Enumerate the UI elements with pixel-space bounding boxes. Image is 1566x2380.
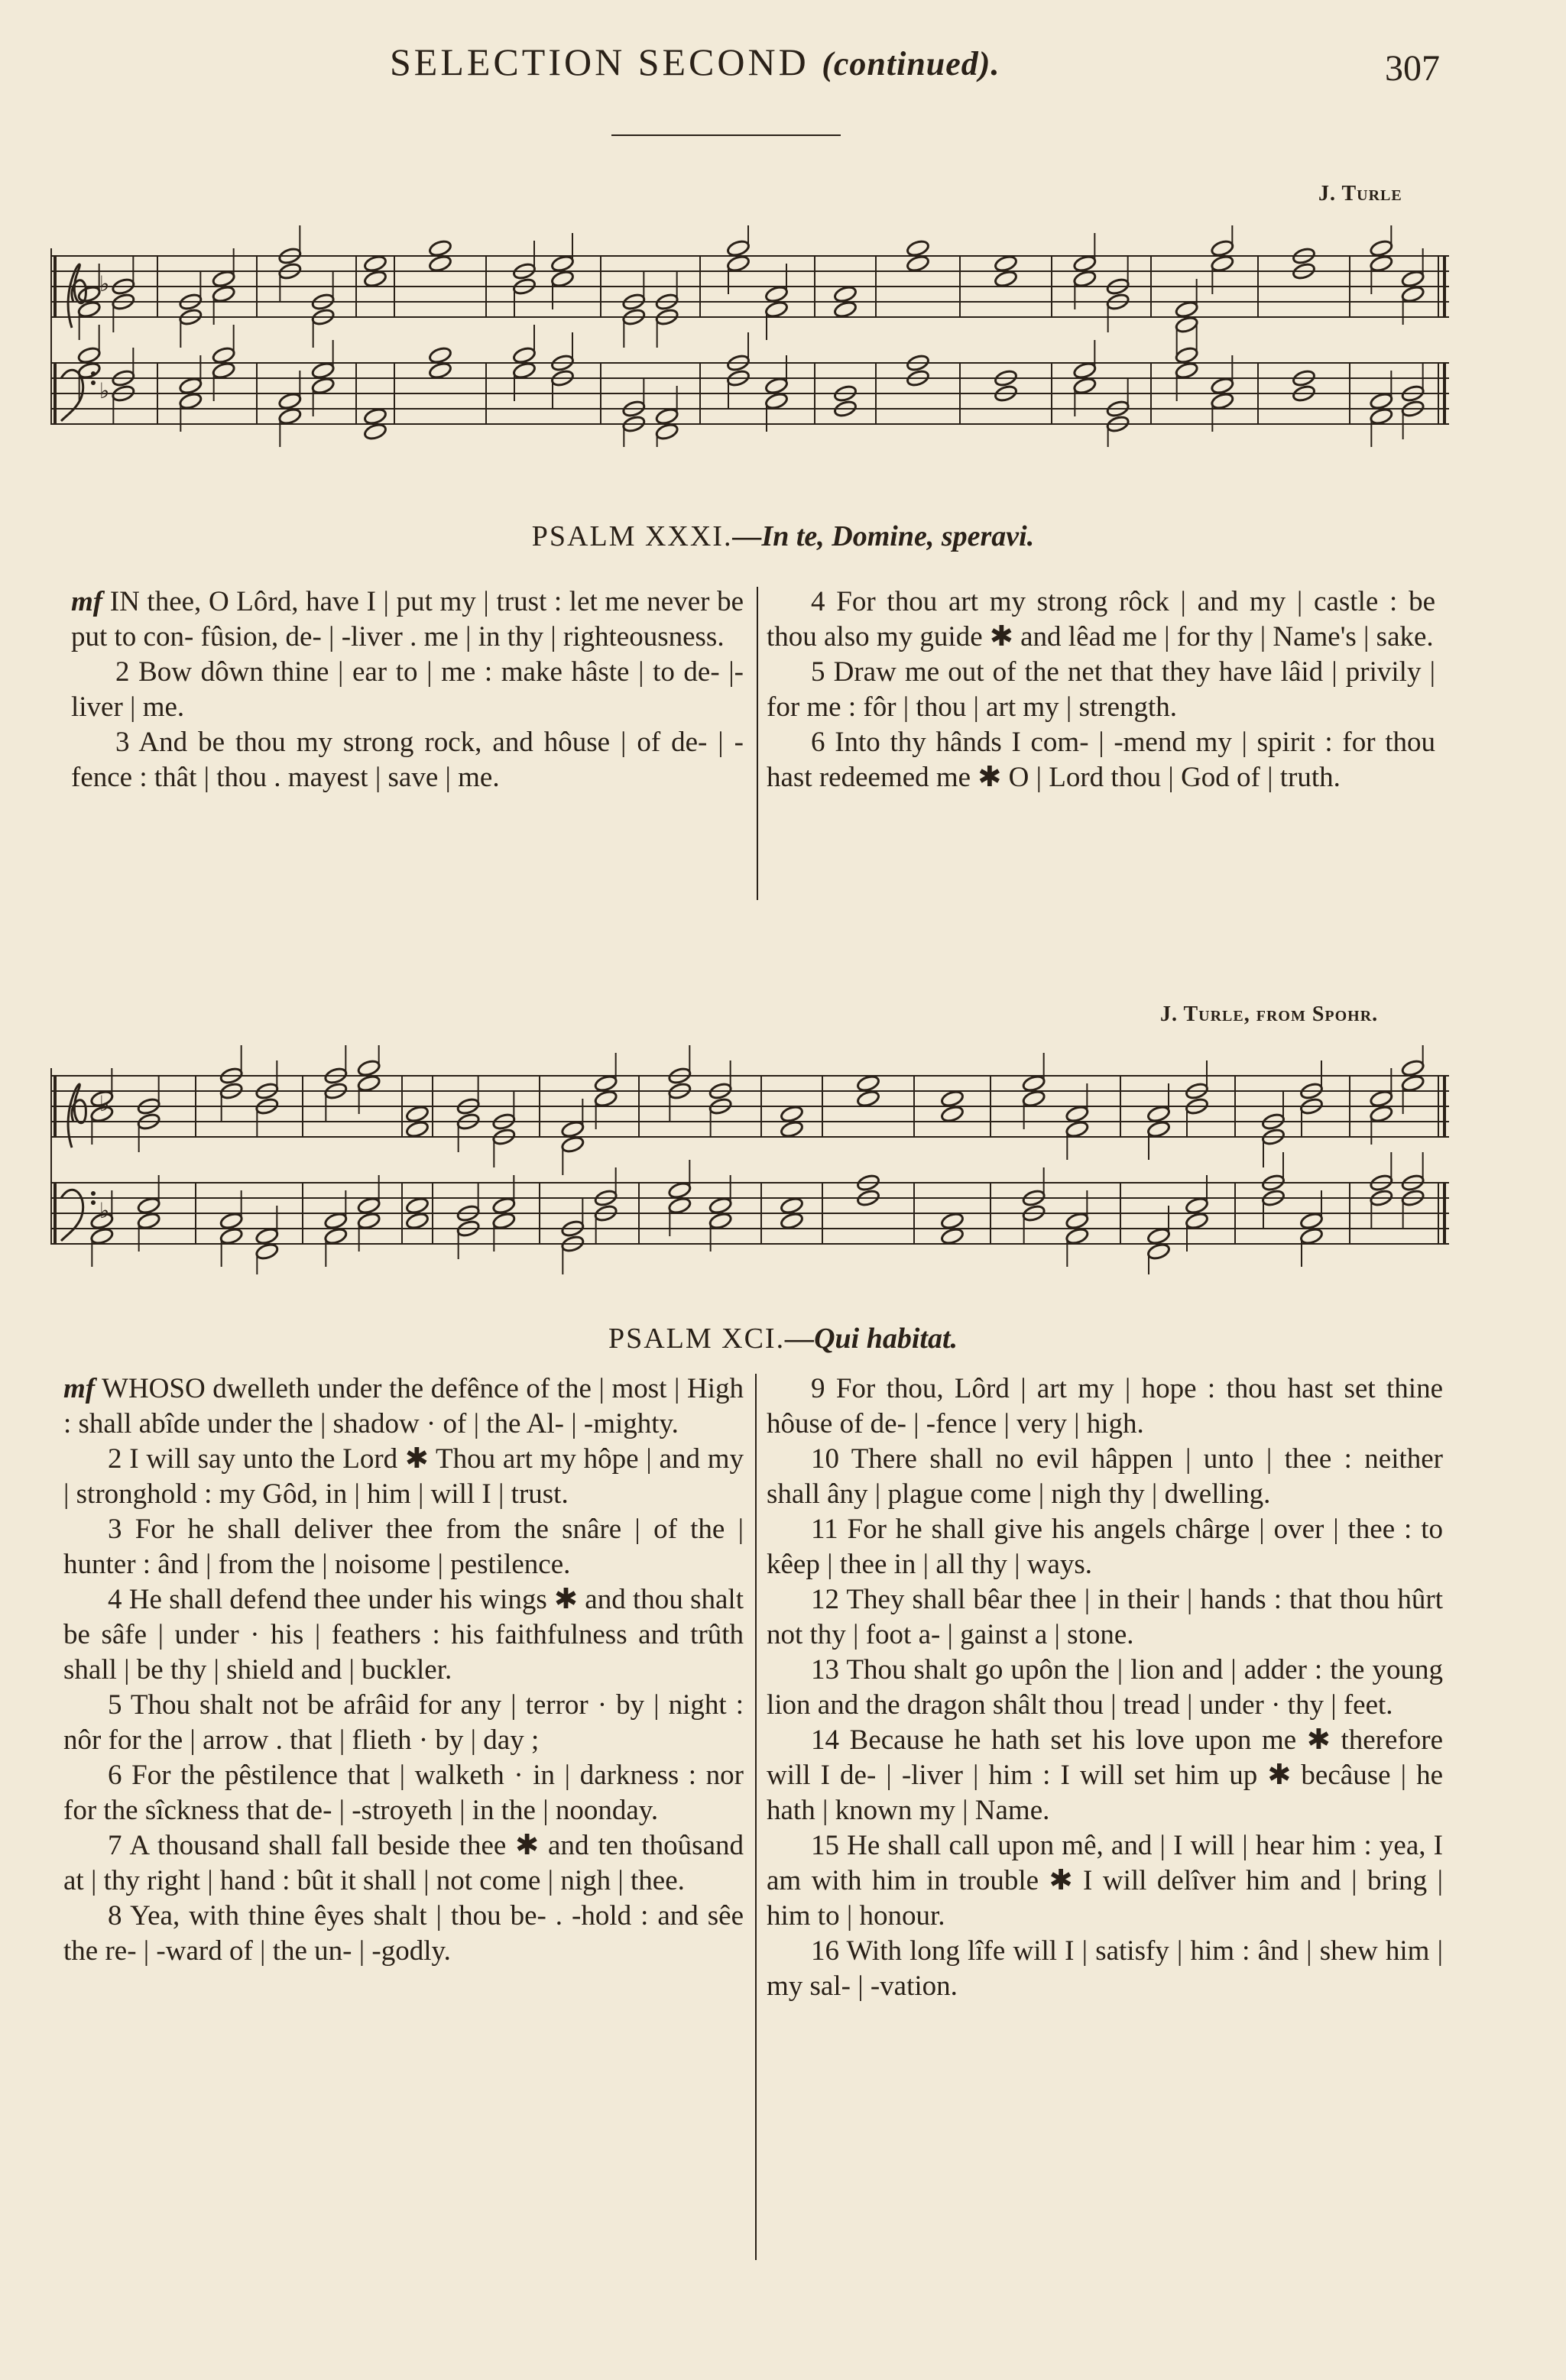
psalm91-verse-14: 14 Because he hath set his love upon me ✱ therefore will I de- | -liver | him : I will set him up ✱ becâuse | he hath | known my | Name. — [767, 1724, 1443, 1826]
note-head — [405, 1212, 430, 1231]
psalm91-verse-4: 4 He shall defend thee under his wings ✱ and thou shalt be sâfe | under · his | feathers : his faithfulness and trûth shall | be thy | shield and | buckler. — [63, 1584, 744, 1685]
note-head — [655, 423, 679, 442]
psalm31-verse-4: 4 For thou art my strong rôck | and my | castle : be thou also my guide ✱ and lêad me | for thy | Name's | sake. — [767, 586, 1435, 652]
note-head — [1210, 239, 1234, 258]
note-head — [1175, 346, 1199, 365]
note-head — [764, 377, 789, 396]
note-head — [89, 1227, 114, 1246]
note-head — [357, 1212, 381, 1231]
note-head — [764, 300, 789, 319]
note-head — [212, 270, 236, 289]
note-head — [1369, 254, 1393, 274]
note-head — [212, 346, 236, 365]
running-title-continued: (continued). — [822, 45, 1000, 83]
flat-icon: ♭ — [99, 271, 110, 296]
note-head — [726, 254, 751, 274]
note-head — [940, 1212, 965, 1231]
psalm91-verse-5: 5 Thou shalt not be afrâid for any | terror · by | night : nôr for the | arrow . that | flieth · by | day ; — [63, 1689, 744, 1756]
note-head — [1401, 285, 1425, 304]
note-head — [363, 254, 387, 274]
note-head — [212, 361, 236, 380]
note-head — [764, 285, 789, 304]
psalm31-right-column — [767, 584, 1435, 795]
note-head — [137, 1196, 161, 1216]
note-head — [560, 1135, 585, 1154]
note-head — [594, 1090, 618, 1109]
chant2-composer: J. Turle, from Spohr. — [1160, 1002, 1379, 1026]
psalm91-incipit: —Qui habitat. — [785, 1323, 958, 1355]
note-head — [1072, 377, 1097, 396]
psalm91-title — [0, 1322, 1566, 1355]
note-head — [1065, 1105, 1089, 1124]
note-head — [1065, 1120, 1089, 1139]
note-head — [1065, 1212, 1089, 1231]
psalm91-right-column — [767, 1371, 1443, 2004]
note-head — [428, 346, 452, 365]
note-head — [1022, 1090, 1046, 1109]
chant1-score — [50, 225, 1449, 447]
note-head — [357, 1059, 381, 1078]
psalm31-verse-3: 3 And be thou my strong rock, and hôuse | of de- | -fence : thât | thou . mayest | save | me. — [71, 727, 744, 793]
psalm31-incipit: —In te, Domine, speravi. — [732, 520, 1035, 552]
psalm91-verse-6: 6 For the pêstilence that | walketh · in | darkness : nor for the sîckness that de- | -stroyeth | in the | noonday. — [63, 1760, 744, 1826]
note-head — [311, 361, 336, 380]
note-head — [178, 377, 203, 396]
note-head — [667, 1196, 692, 1216]
note-head — [1185, 1196, 1209, 1216]
psalm31-verse-6: 6 Into thy hânds I com- | -mend my | spirit : for thou hast redeemed me ✱ O | Lord thou | God of | truth. — [767, 727, 1435, 793]
note-head — [856, 1074, 880, 1093]
note-head — [77, 346, 102, 365]
psalm91-verse-1: WHOSO dwelleth under the defênce of the | most | High : shall abîde under the | shadow · of | the Al- | -mighty. — [63, 1373, 744, 1439]
psalm91-verse-16: 16 With long lîfe will I | satisfy | him : ând | shew him | my sal- | -vation. — [767, 1935, 1443, 2002]
note-head — [1065, 1227, 1089, 1246]
note-head — [1369, 407, 1393, 426]
psalm91-verse-13: 13 Thou shalt go upôn the | lion and | adder : the young lion and the dragon shâlt thou | tread | under · thy | feet. — [767, 1654, 1443, 1721]
flat-icon: ♭ — [99, 378, 110, 403]
note-head — [1369, 1105, 1393, 1124]
note-head — [255, 1242, 279, 1261]
note-head — [708, 1212, 733, 1231]
note-head — [428, 361, 452, 380]
note-head — [906, 239, 930, 258]
note-head — [994, 270, 1018, 289]
note-head — [219, 1227, 244, 1246]
note-head — [726, 239, 751, 258]
psalm91-verse-2: 2 I will say unto the Lord ✱ Thou art my hôpe | and my | stronghold : my Gôd, in | him | will I | trust. — [63, 1443, 744, 1510]
note-head — [1146, 1120, 1171, 1139]
psalm31-left-column — [71, 584, 744, 795]
note-head — [491, 1212, 516, 1231]
note-head — [1369, 1090, 1393, 1109]
note-head — [994, 254, 1018, 274]
note-head — [764, 392, 789, 411]
bass-clef-dot — [91, 380, 96, 385]
note-head — [560, 1120, 585, 1139]
note-head — [212, 285, 236, 304]
note-head — [833, 285, 858, 304]
note-head — [667, 1181, 692, 1200]
note-head — [780, 1196, 804, 1216]
note-head — [405, 1105, 430, 1124]
psalm91-verse-15: 15 He shall call upon mê, and | I will | hear him : yea, I am with him in trouble ✱ I will delîver him and | bring | him to | honour. — [767, 1830, 1443, 1932]
treble-clef-icon — [68, 1084, 86, 1148]
psalm91-verse-12: 12 They shall bêar thee | in their | hands : that thou hûrt not thy | foot a- | gainst a | stone. — [767, 1584, 1443, 1650]
note-head — [77, 361, 102, 380]
note-head — [856, 1090, 880, 1109]
note-head — [1146, 1105, 1171, 1124]
psalm31-number: PSALM XXXI. — [531, 520, 733, 552]
note-head — [594, 1074, 618, 1093]
note-head — [1175, 300, 1199, 319]
psalm91-number: PSALM XCI. — [608, 1323, 786, 1355]
note-head — [1146, 1227, 1171, 1246]
note-head — [1210, 254, 1234, 274]
note-head — [219, 1212, 244, 1231]
note-head — [780, 1120, 804, 1139]
note-head — [311, 377, 336, 396]
note-head — [1175, 316, 1199, 335]
note-head — [655, 407, 679, 426]
note-head — [906, 254, 930, 274]
note-head — [708, 1196, 733, 1216]
note-head — [833, 300, 858, 319]
note-head — [1299, 1212, 1324, 1231]
flat-icon: ♭ — [99, 1198, 110, 1223]
note-head — [178, 392, 203, 411]
note-head — [255, 1227, 279, 1246]
psalm31-dynamic: mf — [71, 586, 103, 617]
note-head — [1022, 1074, 1046, 1093]
note-head — [428, 254, 452, 274]
running-title — [390, 40, 1000, 84]
note-head — [405, 1196, 430, 1216]
psalm91-verse-11: 11 For he shall give his angels chârge | over | thee : to kêep | thee in | all thy | ways. — [767, 1514, 1443, 1580]
note-head — [77, 285, 102, 304]
psalm91-verse-7: 7 A thousand shall fall beside thee ✱ and ten thoûsand at | thy right | hand : bût it shall | not come | nigh | thee. — [63, 1830, 744, 1896]
note-head — [550, 254, 575, 274]
note-head — [780, 1105, 804, 1124]
treble-clef-icon — [68, 264, 86, 328]
note-head — [940, 1105, 965, 1124]
bass-clef-dot — [91, 1191, 96, 1196]
note-head — [277, 392, 302, 411]
note-head — [1146, 1242, 1171, 1261]
flat-icon: ♭ — [99, 1091, 110, 1116]
note-head — [1210, 377, 1234, 396]
psalm91-verse-8: 8 Yea, with thine êyes shalt | thou be- . -hold : and sêe the re- | -ward of | the un- | -godly. — [63, 1900, 744, 1967]
note-head — [357, 1196, 381, 1216]
note-head — [363, 270, 387, 289]
note-head — [1072, 254, 1097, 274]
note-head — [940, 1090, 965, 1109]
note-head — [512, 346, 537, 365]
note-head — [1185, 1212, 1209, 1231]
note-head — [512, 361, 537, 380]
page-number: 307 — [1385, 48, 1440, 89]
running-title-main: SELECTION SECOND — [390, 40, 809, 83]
note-head — [780, 1212, 804, 1231]
psalm31-column-divider — [757, 587, 758, 900]
psalm91-left-column — [63, 1371, 744, 1969]
chant2-score — [50, 1045, 1449, 1274]
note-head — [1369, 392, 1393, 411]
psalm31-verse-1: IN thee, O Lôrd, have I | put my | trust : let me never be put to con- fûsion, de- | -liver . me | in thy | righteousness. — [71, 586, 744, 652]
note-head — [323, 1227, 348, 1246]
note-head — [428, 239, 452, 258]
note-head — [1072, 361, 1097, 380]
psalm91-column-divider — [755, 1374, 757, 2260]
chant1-composer: J. Turle — [1318, 182, 1402, 206]
psalm91-verse-3: 3 For he shall deliver thee from the snâre | of the | hunter : ând | from the | noisome | pestilence. — [63, 1514, 744, 1580]
note-head — [1401, 270, 1425, 289]
note-head — [1072, 270, 1097, 289]
note-head — [137, 1212, 161, 1231]
note-head — [1401, 1074, 1425, 1093]
psalm91-verse-9: 9 For thou, Lôrd | art my | hope : thou hast set thine hôuse of de- | -fence | very | high. — [767, 1373, 1443, 1439]
note-head — [1175, 361, 1199, 380]
note-head — [405, 1120, 430, 1139]
psalm91-verse-10: 10 There shall no evil hâppen | unto | thee : neither shall âny | plague come | nigh thy | dwelling. — [767, 1443, 1443, 1510]
psalm31-verse-2: 2 Bow dôwn thine | ear to | me : make hâste | to de- |-liver | me. — [71, 656, 744, 723]
note-head — [1210, 392, 1234, 411]
note-head — [1369, 239, 1393, 258]
bass-clef-dot — [91, 1200, 96, 1205]
note-head — [1401, 1059, 1425, 1078]
note-head — [940, 1227, 965, 1246]
note-head — [363, 423, 387, 442]
note-head — [363, 407, 387, 426]
note-head — [357, 1074, 381, 1093]
note-head — [550, 270, 575, 289]
psalm91-dynamic: mf — [63, 1373, 96, 1404]
note-head — [491, 1196, 516, 1216]
note-head — [323, 1212, 348, 1231]
header-rule — [611, 134, 841, 136]
psalm31-verse-5: 5 Draw me out of the net that they have lâid | privily | for me : fôr | thou | art my | strength. — [767, 656, 1435, 723]
page-header — [0, 40, 1566, 93]
note-head — [277, 407, 302, 426]
note-head — [1299, 1227, 1324, 1246]
psalm31-title — [0, 520, 1566, 553]
